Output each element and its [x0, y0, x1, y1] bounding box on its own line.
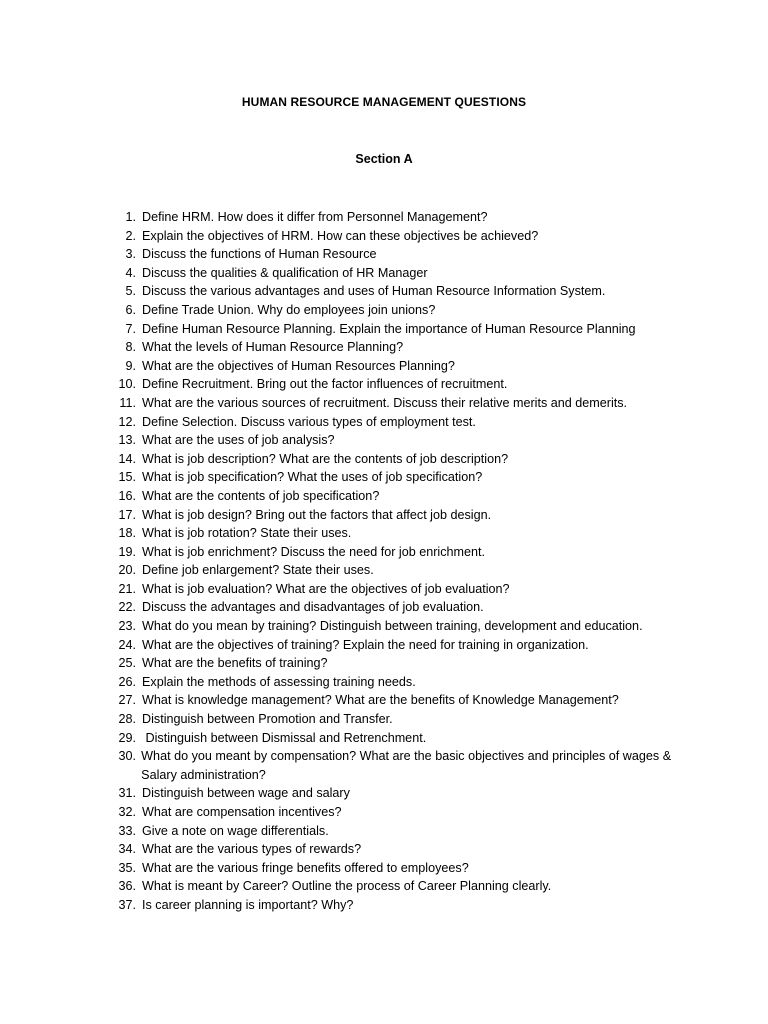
question-text: What is job enrichment? Discuss the need for job enrichment.	[142, 544, 485, 559]
question-number: 11.	[119, 395, 136, 410]
question-text: What is knowledge management? What are the benefits of Knowledge Management?	[142, 693, 619, 708]
question-text: Discuss the qualities & qualification of HR Manager	[142, 265, 428, 280]
question-text: Explain the methods of assessing training needs.	[142, 674, 416, 689]
question-number: 5.	[125, 284, 136, 299]
question-text: What are the benefits of training?	[142, 656, 328, 671]
question-item	[108, 506, 708, 525]
question-text: What is job rotation? State their uses.	[142, 526, 352, 541]
question-item	[108, 450, 708, 469]
question-item	[108, 747, 708, 784]
question-number: 21.	[118, 581, 136, 596]
question-text: Distinguish between wage and salary	[142, 786, 350, 801]
question-text: What is job evaluation? What are the objectives of job evaluation?	[142, 581, 510, 596]
question-text: What are the contents of job specification?	[142, 488, 380, 503]
question-text: What is job description? What are the contents of job description?	[142, 451, 509, 466]
question-item	[108, 617, 708, 636]
question-item	[108, 264, 708, 283]
question-number: 17.	[118, 507, 136, 522]
question-number: 16.	[118, 488, 136, 503]
question-number: 29.	[118, 730, 136, 745]
question-text: What do you meant by compensation? What are the basic objectives and principles of wages & Salary administration?	[141, 749, 675, 782]
question-number: 23.	[118, 619, 136, 634]
question-item	[108, 468, 708, 487]
question-number: 6.	[125, 302, 136, 317]
question-item	[108, 803, 708, 822]
question-number: 20.	[118, 563, 136, 578]
question-number: 3.	[125, 247, 136, 262]
question-item	[108, 598, 708, 617]
question-text: What is job design? Bring out the factors that affect job design.	[142, 507, 492, 522]
question-number: 30.	[118, 749, 136, 764]
question-list	[108, 208, 708, 915]
question-text: What is meant by Career? Outline the process of Career Planning clearly.	[142, 879, 552, 894]
question-text: Define HRM. How does it differ from Personnel Management?	[142, 210, 488, 224]
section-heading: Section A	[355, 152, 413, 166]
question-number: 4.	[125, 265, 136, 280]
question-item	[108, 840, 708, 859]
question-number: 9.	[125, 358, 136, 373]
question-number: 25.	[118, 656, 136, 671]
question-number: 13.	[118, 433, 136, 448]
question-number: 1.	[125, 210, 136, 224]
question-item	[108, 208, 708, 227]
question-number: 33.	[118, 823, 136, 838]
question-text: Define job enlargement? State their uses.	[142, 563, 374, 578]
question-text: What are the various fringe benefits offered to employees?	[142, 860, 469, 875]
question-item	[108, 524, 708, 543]
question-item	[108, 859, 708, 878]
question-item	[108, 375, 708, 394]
question-item	[108, 245, 708, 264]
question-text: Discuss the functions of Human Resource	[142, 247, 377, 262]
question-number: 27.	[118, 693, 136, 708]
question-item	[108, 784, 708, 803]
question-text: What are compensation incentives?	[142, 805, 342, 819]
question-item	[108, 561, 708, 580]
question-text: Discuss the advantages and disadvantages of job evaluation.	[142, 600, 484, 615]
question-number: 15.	[118, 470, 136, 485]
question-text: What are the objectives of training? Explain the need for training in organization.	[142, 637, 589, 652]
question-number: 32.	[118, 805, 136, 819]
question-number: 14.	[118, 451, 136, 466]
question-number: 18.	[118, 526, 136, 541]
question-number: 12.	[118, 414, 136, 429]
question-item	[108, 710, 708, 729]
question-number: 35.	[118, 860, 136, 875]
question-text: What is job specification? What the uses of job specification?	[142, 470, 483, 485]
question-item	[108, 543, 708, 562]
question-number: 7.	[125, 321, 136, 336]
question-number: 24.	[118, 637, 136, 652]
question-number: 8.	[125, 340, 136, 355]
question-item	[108, 413, 708, 432]
question-item	[108, 729, 708, 748]
question-text: Distinguish between Dismissal and Retrenchment.	[142, 730, 427, 745]
question-text: What are the uses of job analysis?	[142, 433, 335, 448]
question-number: 2.	[125, 228, 136, 243]
question-item	[108, 822, 708, 841]
question-number: 37.	[118, 897, 136, 912]
question-number: 36.	[118, 879, 136, 894]
question-number: 22.	[118, 600, 136, 615]
question-item	[108, 654, 708, 673]
question-text: Define Recruitment. Bring out the factor influences of recruitment.	[142, 377, 508, 392]
question-text: What are the objectives of Human Resources Planning?	[142, 358, 455, 373]
question-text: Define Human Resource Planning. Explain the importance of Human Resource Planning	[142, 321, 636, 336]
question-item	[108, 338, 708, 357]
question-number: 34.	[118, 842, 136, 857]
question-item	[108, 896, 708, 915]
question-text: What the levels of Human Resource Planning?	[142, 340, 404, 355]
question-item	[108, 320, 708, 339]
question-text: What are the various sources of recruitment. Discuss their relative merits and demerits.	[142, 395, 628, 410]
question-item	[108, 487, 708, 506]
question-item	[108, 877, 708, 896]
question-text: What are the various types of rewards?	[142, 842, 362, 857]
question-number: 31.	[118, 786, 136, 801]
question-item	[108, 301, 708, 320]
question-text: What do you mean by training? Distinguish between training, development and education.	[142, 619, 643, 634]
question-number: 19.	[118, 544, 136, 559]
question-text: Define Trade Union. Why do employees join unions?	[142, 302, 436, 317]
question-text: Distinguish between Promotion and Transfer.	[142, 712, 393, 727]
document-title: HUMAN RESOURCE MANAGEMENT QUESTIONS	[241, 95, 527, 109]
question-item	[108, 282, 708, 301]
question-item	[108, 394, 708, 413]
question-item	[108, 580, 708, 599]
question-text: Explain the objectives of HRM. How can these objectives be achieved?	[142, 228, 539, 243]
question-item	[108, 227, 708, 246]
question-text: Is career planning is important? Why?	[142, 897, 354, 912]
question-number: 28.	[118, 712, 136, 727]
question-number: 10.	[118, 377, 136, 392]
question-text: Discuss the various advantages and uses of Human Resource Information System.	[142, 284, 606, 299]
question-item	[108, 431, 708, 450]
question-text: Give a note on wage differentials.	[142, 823, 329, 838]
question-item	[108, 636, 708, 655]
question-text: Define Selection. Discuss various types of employment test.	[142, 414, 476, 429]
question-item	[108, 691, 708, 710]
question-item	[108, 357, 708, 376]
question-item	[108, 673, 708, 692]
question-number: 26.	[118, 674, 136, 689]
